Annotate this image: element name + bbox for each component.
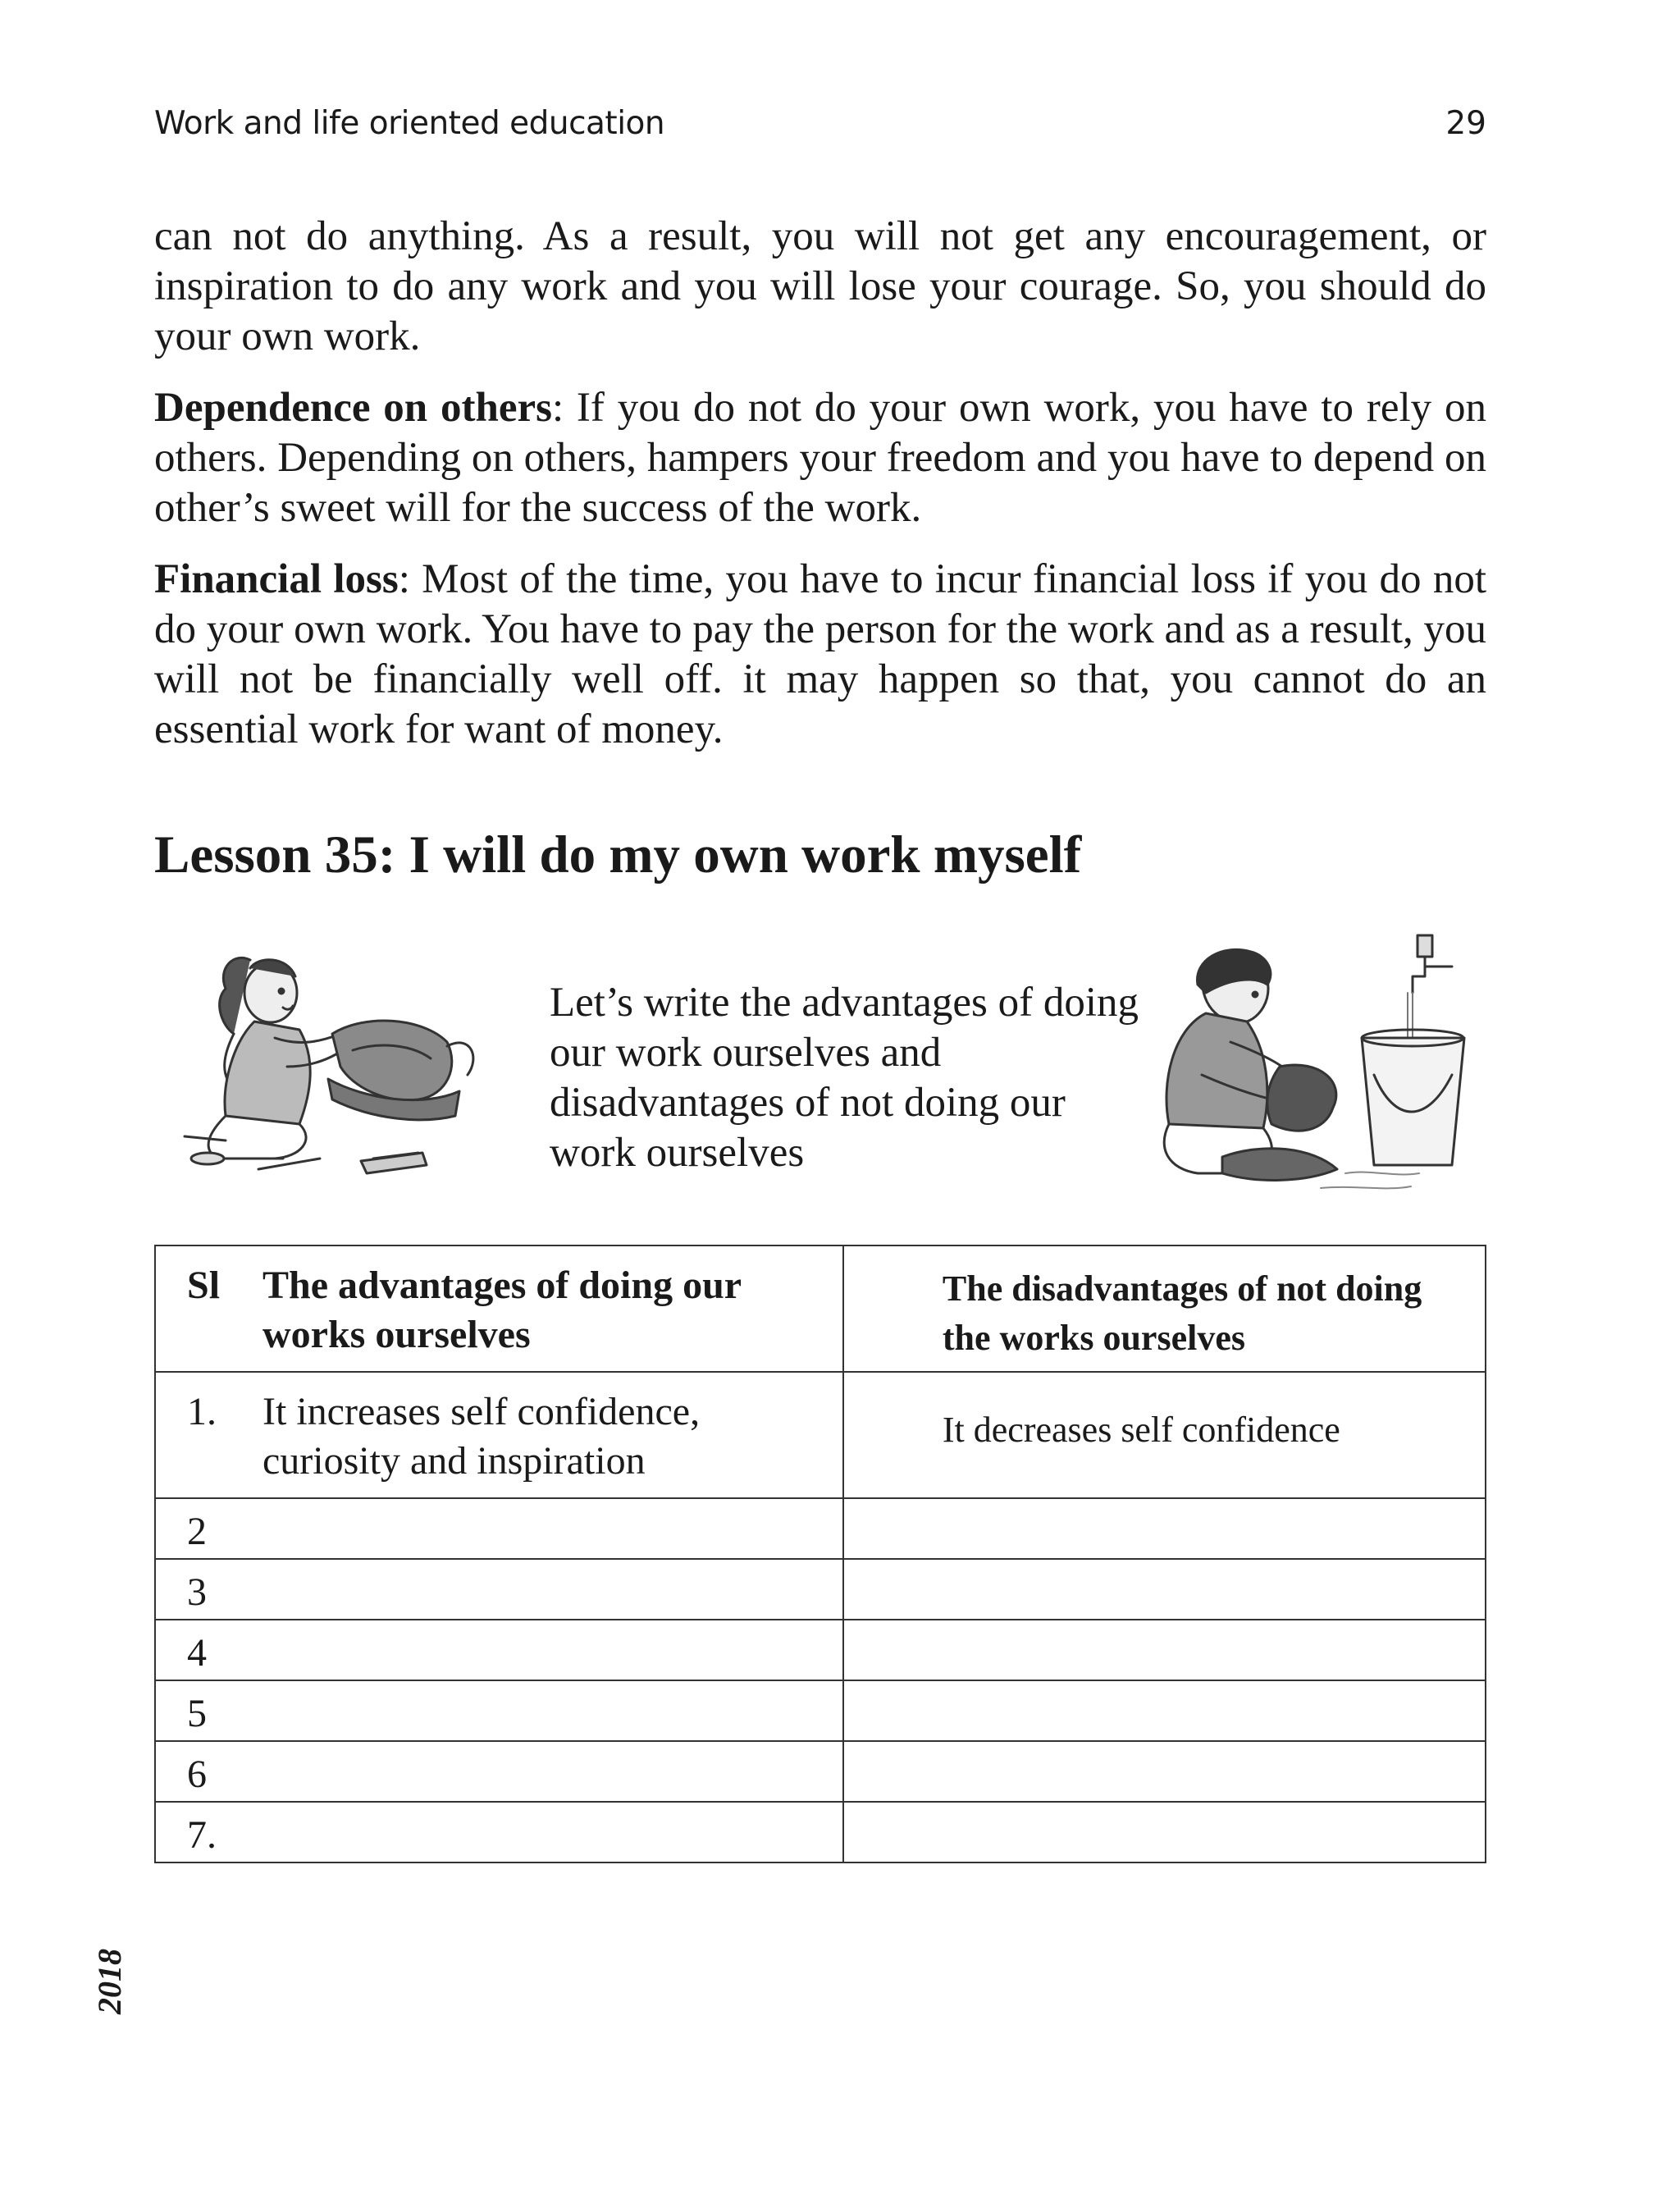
advantage-cell[interactable] xyxy=(155,1620,843,1680)
disadvantage-cell[interactable] xyxy=(843,1498,1486,1559)
lesson-title: Lesson 35: I will do my own work myself xyxy=(154,825,1082,884)
header-advantages: The advantages of doing our works ourselves xyxy=(262,1264,742,1356)
table-header-row xyxy=(155,1245,1486,1372)
term-dependence: Dependence on others xyxy=(154,385,552,431)
table-row xyxy=(155,1802,1486,1862)
page-number: 29 xyxy=(1445,105,1486,142)
advantage-cell[interactable] xyxy=(155,1372,843,1498)
advantage-cell[interactable] xyxy=(155,1741,843,1802)
advantage-cell[interactable] xyxy=(155,1559,843,1620)
table-row xyxy=(155,1741,1486,1802)
paragraph-financial-loss xyxy=(154,555,1486,755)
table-row xyxy=(155,1372,1486,1498)
term-financial-loss: Financial loss xyxy=(154,556,399,602)
advantage-text: It increases self confidence, curiosity and inspiration xyxy=(262,1390,701,1483)
paragraph-courage: can not do anything. As a result, you will not get any encouragement, or inspiration to do any work and you will lose your courage. So, you should do your own work. xyxy=(154,213,1486,359)
disadvantage-cell[interactable] xyxy=(843,1741,1486,1802)
advantage-text xyxy=(262,1750,842,1799)
table-row xyxy=(155,1680,1486,1741)
paragraph-dependence xyxy=(154,383,1486,533)
disadvantage-cell[interactable]: It decreases self confidence xyxy=(843,1372,1486,1498)
header-advantages-cell xyxy=(155,1245,843,1372)
row-number: 1. xyxy=(187,1390,217,1433)
disadvantage-cell[interactable] xyxy=(843,1802,1486,1862)
year-label: 2018 xyxy=(91,1949,128,2014)
row-number: 7. xyxy=(187,1813,217,1857)
table-row xyxy=(155,1498,1486,1559)
advantage-text xyxy=(262,1629,842,1678)
header-disadvantages: The disadvantages of not doing the works ourselves xyxy=(843,1245,1486,1372)
advantage-text xyxy=(262,1689,842,1739)
dependence-text: : If you do not do your own work, you have to rely on others. Depending on others, hampers your freedom and you have to depend on other’s sweet will for the success of the work. xyxy=(154,385,1486,531)
advantages-disadvantages-table xyxy=(154,1245,1486,1863)
disadvantage-cell[interactable] xyxy=(843,1680,1486,1741)
table-row xyxy=(155,1620,1486,1680)
running-head: Work and life oriented education xyxy=(154,105,665,142)
advantage-text xyxy=(262,1811,842,1860)
row-number: 2 xyxy=(187,1510,207,1553)
financial-loss-text: : Most of the time, you have to incur financial loss if you do not do your own work. You have to pay the person for the work and as a result, you will not be financially well off. it may happen so that, you cannot do an essential work for want of money. xyxy=(154,556,1486,752)
row-number: 6 xyxy=(187,1753,207,1796)
lesson-prompt: Let’s write the advantages of doing our work ourselves and disadvantages of not doing our work ourselves xyxy=(550,980,1139,1176)
advantage-cell[interactable] xyxy=(155,1680,843,1741)
table-row xyxy=(155,1559,1486,1620)
girl-packing-bag-illustration xyxy=(176,944,521,1181)
disadvantage-cell[interactable] xyxy=(843,1559,1486,1620)
advantage-cell[interactable] xyxy=(155,1802,843,1862)
row-number: 5 xyxy=(187,1692,207,1735)
boy-washing-clothes-illustration xyxy=(1124,927,1468,1198)
advantage-text xyxy=(262,1507,842,1556)
row-number: 4 xyxy=(187,1631,207,1675)
advantage-cell[interactable] xyxy=(155,1498,843,1559)
row-number: 3 xyxy=(187,1570,207,1614)
disadvantage-cell[interactable] xyxy=(843,1620,1486,1680)
header-sl: Sl xyxy=(187,1264,221,1307)
advantage-text xyxy=(262,1568,842,1617)
